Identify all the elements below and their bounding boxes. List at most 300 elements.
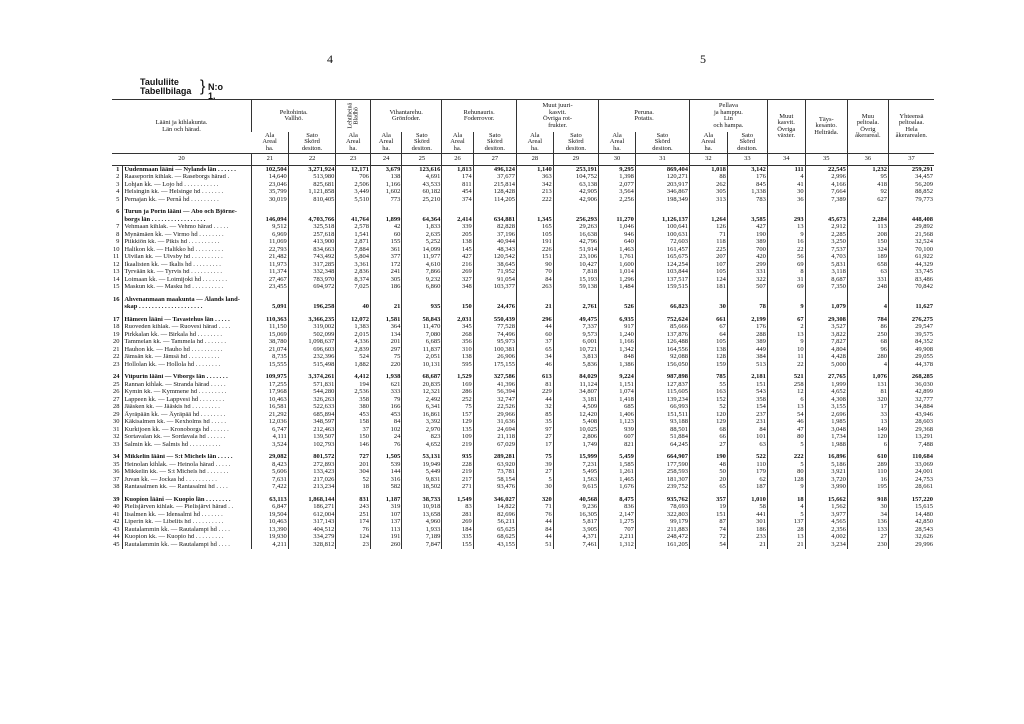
value-cell: 374 xyxy=(442,196,473,204)
value-cell: 4,428 xyxy=(805,354,847,362)
value-cell: 3,921 xyxy=(805,469,847,477)
value-cell: 208 xyxy=(847,231,888,239)
region-name: Vehmaan kihlak. — Vehmo härad . . . . . xyxy=(123,224,252,232)
table-row xyxy=(112,476,934,484)
value-cell: 9,831 xyxy=(402,476,442,484)
region-name: Ikaalisten kk. — Ikalis hd . . . . . . . . . xyxy=(123,261,252,269)
region-name: Hämeen lääni — Tavastehus län . . . . . xyxy=(123,316,252,324)
value-cell: 513,980 xyxy=(288,174,336,182)
value-cell: 27 xyxy=(847,534,888,542)
value-cell: 124 xyxy=(689,276,727,284)
group-header-0: Peltohinta. Vallhö. xyxy=(252,100,336,133)
value-cell: 935 xyxy=(402,304,442,312)
value-cell: 68,687 xyxy=(402,374,442,382)
value-cell: 821 xyxy=(599,441,636,449)
value-cell: 276,275 xyxy=(888,316,934,324)
value-cell: 33,745 xyxy=(888,269,934,277)
value-cell: 40 xyxy=(336,304,371,312)
value-cell: 8 xyxy=(767,269,805,277)
value-cell: 384 xyxy=(727,354,767,362)
value-cell: 613 xyxy=(516,374,553,382)
value-cell: 22 xyxy=(767,361,805,369)
value-cell: 289,281 xyxy=(473,454,516,462)
value-cell: 727 xyxy=(336,454,371,462)
value-cell xyxy=(252,296,289,304)
value-cell: 217 xyxy=(442,476,473,484)
value-cell: 2,970 xyxy=(402,426,442,434)
value-cell: 222 xyxy=(516,196,553,204)
line-number: 18 xyxy=(113,323,120,330)
value-cell: 43,155 xyxy=(473,541,516,549)
value-cell: 129 xyxy=(442,419,473,427)
value-cell: 5,459 xyxy=(599,454,636,462)
line-number: 23 xyxy=(113,361,120,368)
value-cell xyxy=(402,209,442,217)
value-cell: 389 xyxy=(727,239,767,247)
table-row xyxy=(112,361,934,369)
value-cell: 169 xyxy=(442,381,473,389)
value-cell: 3,048 xyxy=(805,426,847,434)
value-cell: 2,806 xyxy=(553,434,598,442)
value-cell: 3,449 xyxy=(336,189,371,197)
value-cell: 60 xyxy=(370,231,401,239)
value-cell: 96 xyxy=(847,346,888,354)
value-cell: 1,882 xyxy=(336,361,371,369)
table-row xyxy=(112,354,934,362)
value-cell: 3,392 xyxy=(402,419,442,427)
value-cell: 84 xyxy=(516,526,553,534)
region-name: Kymin kk. — Kymmene hd . . . . . . . . . xyxy=(123,389,252,397)
value-cell: 2,578 xyxy=(336,224,371,232)
region-name: Mikkelin lääni — S:t Michels län . . . . . xyxy=(123,454,252,462)
value-cell: 64,364 xyxy=(402,216,442,224)
value-cell: 33 xyxy=(847,411,888,419)
value-cell: 1,562 xyxy=(805,504,847,512)
value-cell: 28,543 xyxy=(888,526,934,534)
line-number: 9 xyxy=(116,238,120,245)
value-cell: 189 xyxy=(847,254,888,262)
value-cell: 1,074 xyxy=(599,389,636,397)
value-cell: 73,781 xyxy=(473,469,516,477)
value-cell: 58 xyxy=(727,504,767,512)
value-cell: 107 xyxy=(689,261,727,269)
value-cell xyxy=(442,209,473,217)
table-row xyxy=(112,346,934,354)
value-cell xyxy=(599,209,636,217)
value-cell: 29,082 xyxy=(252,454,289,462)
group-header-4: Muut juuri- kasvit. Övriga rot- frukter. xyxy=(516,100,598,133)
value-cell: 289 xyxy=(847,461,888,469)
value-cell: 5,000 xyxy=(805,361,847,369)
value-cell: 110,684 xyxy=(888,454,934,462)
value-cell: 1,187 xyxy=(370,496,401,504)
value-cell: 3,271,924 xyxy=(288,166,336,174)
value-cell: 163 xyxy=(689,389,727,397)
table-row xyxy=(112,381,934,389)
line-number: 15 xyxy=(113,283,120,290)
group-header-8: Täys- kesanto. Helträda. xyxy=(805,100,847,154)
value-cell: 107 xyxy=(370,511,401,519)
table-row xyxy=(112,389,934,397)
value-cell: 97 xyxy=(516,426,553,434)
value-cell: 156,050 xyxy=(635,361,689,369)
value-cell: 126 xyxy=(689,224,727,232)
value-cell: 71 xyxy=(689,231,727,239)
region-name: borgs län . . . . . . . . . . . . . . . . . xyxy=(123,216,252,224)
value-cell: 60 xyxy=(516,331,553,339)
value-cell: 10,463 xyxy=(252,396,289,404)
value-cell: 72 xyxy=(689,534,727,542)
region-name: Pirkkalan kk. — Birkala hd . . . . . . . . xyxy=(123,331,252,339)
table-row xyxy=(112,374,934,382)
region-name: Äyräpään kk. — Äyräpää hd . . . . . . . . xyxy=(123,411,252,419)
value-cell: 32,747 xyxy=(473,396,516,404)
value-cell: 105 xyxy=(689,339,727,347)
region-name: Heinolan kihlak. — Heinola härad . . . . . xyxy=(123,461,252,469)
value-cell: 27,765 xyxy=(805,374,847,382)
value-cell: 2,285 xyxy=(805,231,847,239)
value-cell: 201 xyxy=(336,461,371,469)
value-cell xyxy=(442,296,473,304)
value-cell: 14,099 xyxy=(402,246,442,254)
value-cell: 12,036 xyxy=(252,419,289,427)
value-cell xyxy=(727,296,767,304)
value-cell: 56,394 xyxy=(473,389,516,397)
value-cell: 86 xyxy=(847,324,888,332)
value-cell: 101 xyxy=(727,434,767,442)
value-cell: 78,693 xyxy=(635,504,689,512)
value-cell: 380 xyxy=(336,404,371,412)
group-header-2: Vihantarehu. Grönfoder. xyxy=(370,100,441,133)
region-name: Ruoveden kihlak. — Ruovesi härad . . . . xyxy=(123,324,252,332)
value-cell: 404,512 xyxy=(288,526,336,534)
value-cell: 706 xyxy=(336,174,371,182)
value-cell: 326,263 xyxy=(288,396,336,404)
value-cell: 68 xyxy=(847,339,888,347)
value-cell: 269 xyxy=(442,519,473,527)
value-cell: 90 xyxy=(516,261,553,269)
value-cell xyxy=(888,209,934,217)
line-number: 11 xyxy=(113,253,120,260)
column-number: 29 xyxy=(553,154,598,166)
column-number: 24 xyxy=(370,154,401,166)
value-cell: 23 xyxy=(336,541,371,549)
value-cell: 11 xyxy=(767,354,805,362)
value-cell: 88 xyxy=(689,174,727,182)
table-row xyxy=(112,304,934,312)
value-cell: 12,171 xyxy=(336,166,371,174)
value-cell: 4,960 xyxy=(402,519,442,527)
value-cell: 286 xyxy=(442,389,473,397)
line-number: 35 xyxy=(113,461,120,468)
value-cell: 24,001 xyxy=(888,469,934,477)
value-cell: 215,814 xyxy=(473,181,516,189)
value-cell: 137 xyxy=(767,519,805,527)
value-cell: 784 xyxy=(847,316,888,324)
group-header-6: Pellava ja hamppu. Lin och hampa. xyxy=(689,100,767,133)
value-cell: 144 xyxy=(370,469,401,477)
value-cell: 305 xyxy=(370,276,401,284)
page-number-right: 5 xyxy=(700,52,706,66)
value-cell: 21,118 xyxy=(473,434,516,442)
value-cell: 120,542 xyxy=(473,254,516,262)
value-cell: 13 xyxy=(767,534,805,542)
value-cell: 134 xyxy=(370,331,401,339)
value-cell: 258 xyxy=(767,381,805,389)
value-cell: 20 xyxy=(689,476,727,484)
value-cell: 12,420 xyxy=(553,411,598,419)
value-cell: 1,585 xyxy=(599,461,636,469)
value-cell: 5,408 xyxy=(553,419,598,427)
value-cell: 152 xyxy=(689,396,727,404)
value-cell: 825,681 xyxy=(288,181,336,189)
value-cell: 1,676 xyxy=(599,484,636,492)
value-cell: 237 xyxy=(727,411,767,419)
value-cell: 71,952 xyxy=(473,269,516,277)
value-cell: 2,912 xyxy=(805,224,847,232)
value-cell: 42,905 xyxy=(553,189,598,197)
region-name: Liperin kk. — Libelits hd . . . . . . . . . . xyxy=(123,519,252,527)
value-cell: 66 xyxy=(689,434,727,442)
value-cell: 87 xyxy=(689,519,727,527)
region-name: Kurkijoen kk. — Kronoborgs hd . . . . . . xyxy=(123,426,252,434)
value-cell: 13 xyxy=(767,404,805,412)
value-cell: 44 xyxy=(516,324,553,332)
value-cell: 39,575 xyxy=(888,331,934,339)
group-header-10: Yhteensä peltoalaa. Hela åkerarealen. xyxy=(888,100,934,154)
sub-header-sato: Sato Skörd desiton. xyxy=(727,132,767,154)
value-cell: 175,155 xyxy=(473,361,516,369)
table-row xyxy=(112,331,934,339)
value-cell: 184 xyxy=(442,526,473,534)
value-cell: 229 xyxy=(516,389,553,397)
value-cell: 44,329 xyxy=(888,261,934,269)
value-cell: 49,908 xyxy=(888,346,934,354)
value-cell: 11,270 xyxy=(599,216,636,224)
table-row xyxy=(112,541,934,549)
value-cell: 110,363 xyxy=(252,316,289,324)
value-cell: 211,883 xyxy=(635,526,689,534)
value-cell: 1,126,137 xyxy=(635,216,689,224)
value-cell: 150 xyxy=(847,239,888,247)
value-cell: 2,211 xyxy=(599,534,636,542)
table-row xyxy=(112,269,934,277)
value-cell: 37 xyxy=(336,426,371,434)
value-cell: 63,138 xyxy=(553,181,598,189)
region-name: Pernajan kk. — Pernå hd . . . . . . . . . xyxy=(123,196,252,204)
value-cell: 801,572 xyxy=(288,454,336,462)
value-cell: 2,536 xyxy=(336,389,371,397)
column-number: 33 xyxy=(727,154,767,166)
line-number: 7 xyxy=(116,223,120,230)
value-cell: 219 xyxy=(442,441,473,449)
value-cell: 4,509 xyxy=(553,404,598,412)
value-cell: 24 xyxy=(370,434,401,442)
line-number: 31 xyxy=(113,426,120,433)
value-cell: 32,626 xyxy=(888,534,934,542)
sub-header-sato: Sato Skörd desiton. xyxy=(288,132,336,154)
value-cell: 595 xyxy=(442,361,473,369)
value-cell: 243 xyxy=(336,504,371,512)
value-cell: 135 xyxy=(442,426,473,434)
value-cell: 427 xyxy=(727,224,767,232)
value-cell: 11,069 xyxy=(252,239,289,247)
value-cell: 30 xyxy=(847,504,888,512)
value-cell: 191 xyxy=(516,239,553,247)
line-number: 33 xyxy=(113,441,120,448)
value-cell: 1,121,858 xyxy=(288,189,336,197)
value-cell: 363 xyxy=(516,174,553,182)
value-cell: 28,603 xyxy=(888,419,934,427)
column-number: 31 xyxy=(635,154,689,166)
value-cell: 176 xyxy=(727,324,767,332)
value-cell: 322,803 xyxy=(635,511,689,519)
value-cell: 71 xyxy=(516,504,553,512)
value-cell: 9 xyxy=(767,304,805,312)
value-cell: 9 xyxy=(767,231,805,239)
value-cell: 53,131 xyxy=(402,454,442,462)
value-cell: 4,308 xyxy=(805,396,847,404)
value-cell: 2,635 xyxy=(402,231,442,239)
value-cell xyxy=(370,296,401,304)
value-cell: 9,615 xyxy=(553,484,598,492)
sub-header-ala: Ala Areal ha. xyxy=(262,132,277,152)
value-cell: 1,046 xyxy=(599,224,636,232)
region-name: Loimaan kk. — Loimijoki hd . . . . . . . . xyxy=(123,276,252,284)
value-cell: 75 xyxy=(370,354,401,362)
value-cell: 358 xyxy=(336,396,371,404)
value-cell: 6 xyxy=(847,441,888,449)
value-cell xyxy=(767,209,805,217)
value-cell: 228 xyxy=(442,461,473,469)
column-number: 21 xyxy=(252,154,289,166)
region-name: Halikon kk. — Halikko hd . . . . . . . . . xyxy=(123,246,252,254)
value-cell: 51,914 xyxy=(553,246,598,254)
value-cell: 159 xyxy=(689,361,727,369)
value-cell: 24,476 xyxy=(473,304,516,312)
value-cell: 44 xyxy=(516,396,553,404)
value-cell: 696,603 xyxy=(288,346,336,354)
line-number: 45 xyxy=(113,541,120,548)
value-cell: 453 xyxy=(336,411,371,419)
caption-swedish: Tabellbilaga xyxy=(140,86,192,96)
value-cell: 93,188 xyxy=(635,419,689,427)
value-cell: 836 xyxy=(599,504,636,512)
value-cell: 233 xyxy=(727,534,767,542)
value-cell: 335 xyxy=(442,534,473,542)
region-name: Rannan kihlak. — Stranda härad . . . . . xyxy=(123,381,252,389)
value-cell: 15,555 xyxy=(252,361,289,369)
value-cell: 50 xyxy=(689,469,727,477)
value-cell: 84 xyxy=(727,426,767,434)
value-cell: 45,673 xyxy=(805,216,847,224)
value-cell: 74 xyxy=(689,526,727,534)
value-cell: 12,321 xyxy=(402,389,442,397)
value-cell: 6,747 xyxy=(252,426,289,434)
value-cell: 1,868,144 xyxy=(288,496,336,504)
value-cell: 186 xyxy=(727,526,767,534)
line-number: 14 xyxy=(113,276,120,283)
value-cell: 44 xyxy=(516,519,553,527)
value-cell: 13 xyxy=(767,331,805,339)
value-cell: 3,234 xyxy=(805,541,847,549)
value-cell: 70,100 xyxy=(888,246,934,254)
value-cell: 21,568 xyxy=(888,231,934,239)
value-cell: 21 xyxy=(516,304,553,312)
value-cell: 114,205 xyxy=(473,196,516,204)
value-cell: 38,733 xyxy=(402,496,442,504)
value-cell: 30,019 xyxy=(252,196,289,204)
value-cell: 918 xyxy=(847,496,888,504)
value-cell: 76 xyxy=(516,511,553,519)
line-number: 12 xyxy=(113,261,120,268)
line-number: 36 xyxy=(113,468,120,475)
value-cell: 166 xyxy=(370,404,401,412)
region-name: Viipurin lääni — Viborgs län . . . . . . . xyxy=(123,374,252,382)
value-cell: 44 xyxy=(516,534,553,542)
line-number: 1 xyxy=(116,165,120,173)
value-cell: 68 xyxy=(689,426,727,434)
value-cell: 115,605 xyxy=(635,389,689,397)
value-cell: 7,337 xyxy=(553,324,598,332)
value-cell: 658 xyxy=(847,261,888,269)
value-cell: 7,884 xyxy=(336,246,371,254)
value-cell: 322 xyxy=(727,276,767,284)
value-cell: 5,606 xyxy=(252,469,289,477)
value-cell: 137 xyxy=(370,519,401,527)
region-name: Kuopion lääni — Kuopio län . . . . . . . . xyxy=(123,496,252,504)
value-cell: 694,972 xyxy=(288,284,336,292)
value-cell: 1,463 xyxy=(599,246,636,254)
value-cell: 327 xyxy=(442,276,473,284)
value-cell: 34,884 xyxy=(888,404,934,412)
value-cell: 91,054 xyxy=(473,276,516,284)
value-cell: 7,827 xyxy=(805,339,847,347)
value-cell: 16,638 xyxy=(553,231,598,239)
value-cell: 3,155 xyxy=(805,404,847,412)
value-cell: 3,524 xyxy=(252,441,289,449)
value-cell: 64,245 xyxy=(635,441,689,449)
value-cell: 46 xyxy=(516,361,553,369)
value-cell: 102 xyxy=(370,426,401,434)
region-name: Mikkelin kk. — S:t Michels hd . . . . . . . xyxy=(123,469,252,477)
value-cell: 159,515 xyxy=(635,284,689,292)
value-cell: 5,252 xyxy=(402,239,442,247)
value-cell: 987,898 xyxy=(635,374,689,382)
line-number: 24 xyxy=(113,373,120,380)
value-cell: 7,488 xyxy=(888,441,934,449)
value-cell: 9,295 xyxy=(599,166,636,174)
value-cell: 413,900 xyxy=(288,239,336,247)
value-cell: 16,305 xyxy=(553,511,598,519)
value-cell: 1,312 xyxy=(599,541,636,549)
value-cell: 783 xyxy=(727,196,767,204)
value-cell: 1,465 xyxy=(599,476,636,484)
value-cell: 1,899 xyxy=(370,216,401,224)
value-cell: 105 xyxy=(516,231,553,239)
value-cell: 80 xyxy=(767,469,805,477)
value-cell: 36 xyxy=(767,196,805,204)
value-cell: 1,151 xyxy=(599,381,636,389)
value-cell xyxy=(336,296,371,304)
value-cell: 55 xyxy=(689,381,727,389)
value-cell: 11,470 xyxy=(402,324,442,332)
value-cell: 34 xyxy=(516,354,553,362)
value-cell: 271 xyxy=(442,484,473,492)
value-cell: 80 xyxy=(767,434,805,442)
value-cell: 2,414 xyxy=(442,216,473,224)
table-row xyxy=(112,166,934,174)
